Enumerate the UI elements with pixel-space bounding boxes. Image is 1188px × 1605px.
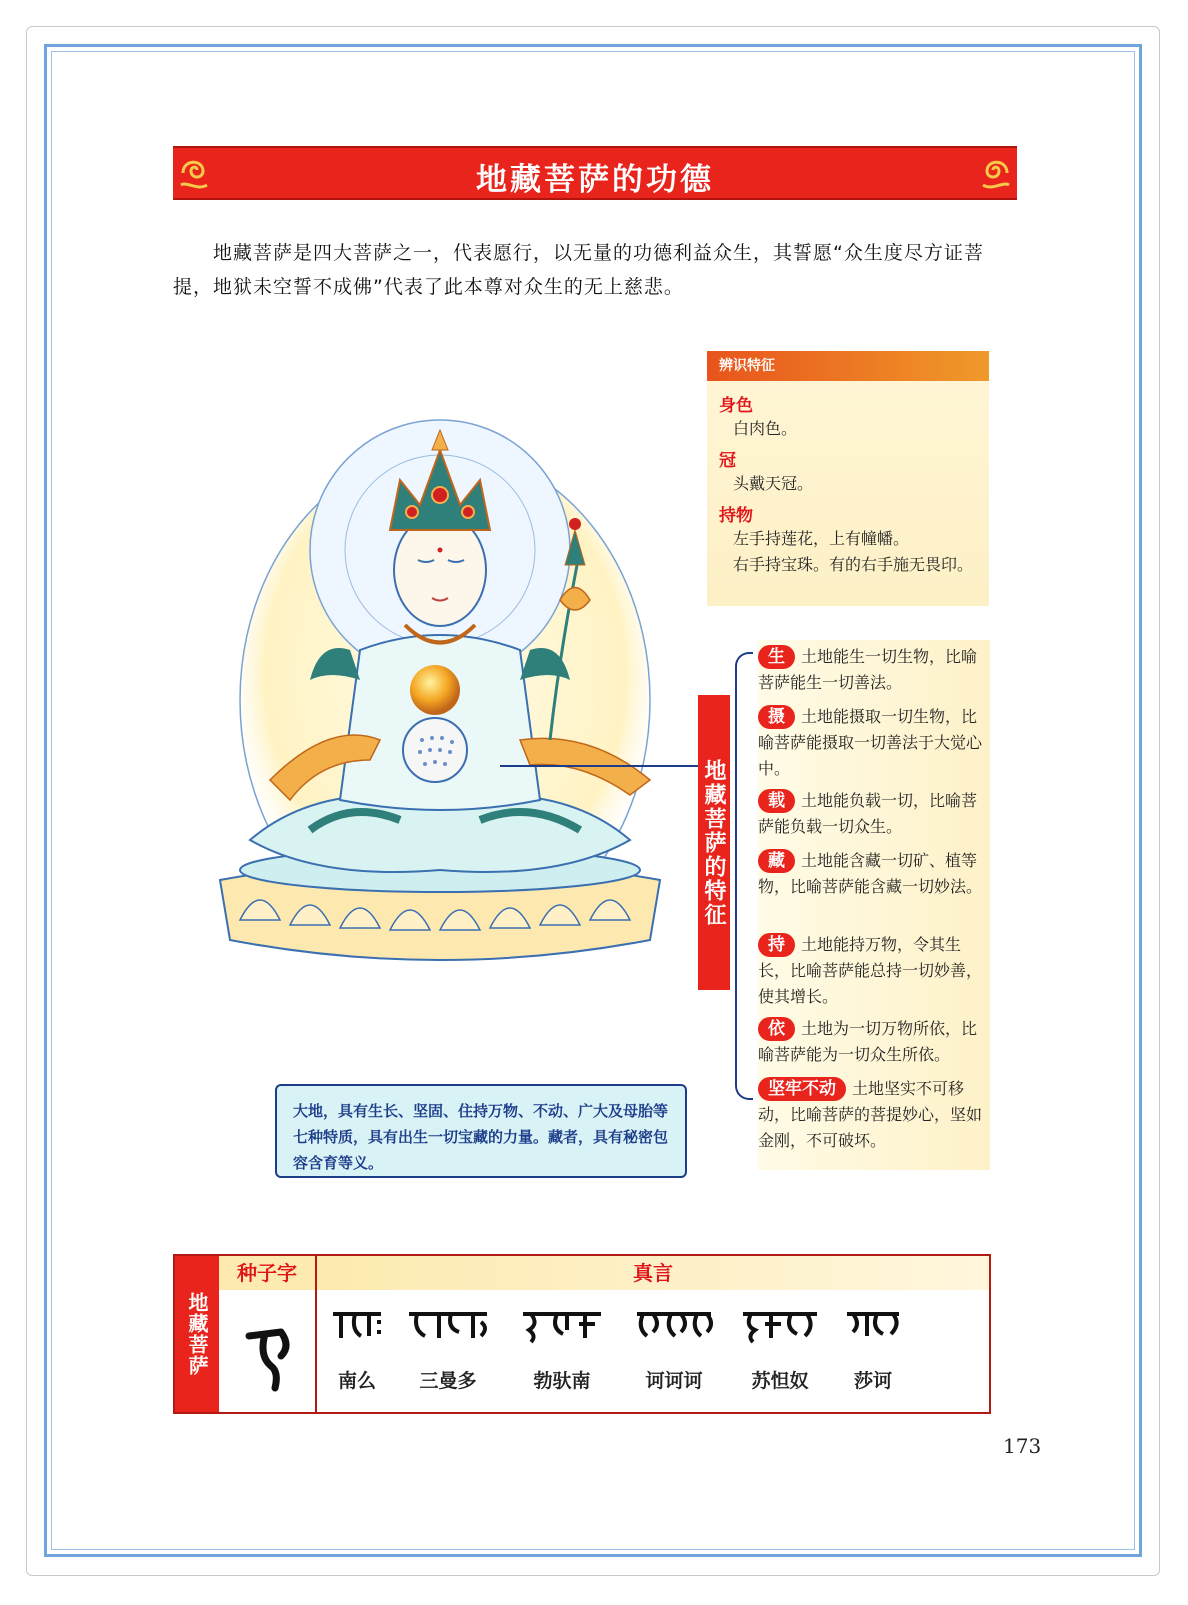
traits-panel [758, 640, 990, 1170]
crown-label: 冠 [719, 451, 736, 471]
siddham-glyph-icon [631, 1306, 717, 1346]
mantra-reading: 三曼多 [419, 1370, 477, 1392]
mantra-reading: 莎诃 [853, 1370, 892, 1392]
siddham-glyph-icon [737, 1306, 823, 1346]
intro-text: 地藏菩萨是四大菩萨之一，代表愿行，以无量的功德利益众生，其誓愿“众生度尽方证菩提，地狱未空誓不成佛”代表了此本尊对众生的无上慈悲。 [173, 242, 984, 298]
trait-text: 土地能持万物，令其生长，比喻菩萨能总持一切妙善，使其增长。 [758, 935, 983, 1006]
trait-text: 土地能生一切生物，比喻菩萨能生一切善法。 [758, 647, 978, 692]
trait-badge: 生 [758, 645, 795, 669]
body-color-label: 身色 [719, 396, 753, 416]
trait-item [758, 788, 990, 840]
seed-syllable-header: 种子字 [219, 1256, 315, 1290]
page-title: 地藏菩萨的功德 [476, 162, 714, 198]
mantra-header: 真言 [317, 1256, 989, 1290]
pointer-line [500, 765, 700, 767]
mantra-syllable [737, 1306, 823, 1393]
mantra-syllable [631, 1306, 717, 1393]
trait-badge: 持 [758, 933, 795, 957]
wish-fulfilling-jewel [410, 665, 460, 715]
trait-item [758, 704, 990, 782]
intro-paragraph [173, 236, 993, 304]
trait-text: 土地坚实不可移动，比喻菩萨的菩提妙心，坚如金刚，不可破坏。 [758, 1079, 983, 1150]
trait-text: 土地能含藏一切矿、植等物，比喻菩萨能含藏一切妙法。 [758, 851, 983, 896]
title-banner [173, 146, 1017, 200]
seed-syllable-glyph-icon [219, 1296, 315, 1406]
trait-badge: 依 [758, 1017, 795, 1041]
mantra-table [173, 1254, 991, 1414]
mantra-reading: 勃驮南 [533, 1370, 591, 1392]
mantra-reading: 南么 [337, 1370, 376, 1392]
trait-badge: 藏 [758, 849, 795, 873]
earth-note-box [275, 1084, 687, 1178]
trait-text: 土地能负载一切，比喻菩萨能负载一切众生。 [758, 791, 978, 836]
holding-text-2: 右手持宝珠。有的右手施无畏印。 [733, 555, 974, 574]
identification-features [707, 351, 989, 606]
characteristics-label: 地藏菩萨的特征 [698, 695, 730, 990]
mantra-reading: 诃诃诃 [645, 1370, 703, 1392]
features-header: 辨识特征 [707, 351, 989, 381]
trait-text: 土地为一切万物所依，比喻菩萨能为一切众生所依。 [758, 1019, 978, 1064]
earth-note-text: 大地，具有生长、坚固、住持万物、不动、广大及母胎等七种特质，具有出生一切宝藏的力量。藏者，具有秘密包容含育等义。 [293, 1102, 669, 1172]
trait-item [758, 848, 990, 900]
holding-text-1: 左手持莲花，上有幢幡。 [733, 529, 910, 548]
trait-badge: 载 [758, 789, 795, 813]
trait-item [758, 1076, 990, 1154]
mantra-syllable [841, 1306, 905, 1393]
siddham-glyph-icon [841, 1306, 905, 1346]
holding-label: 持物 [719, 506, 753, 526]
ksitigarbha-illustration [200, 400, 680, 1000]
page-number: 173 [1003, 1434, 1042, 1458]
mantra-reading: 苏怛奴 [751, 1370, 809, 1392]
body-color-text: 白肉色。 [733, 419, 798, 438]
hand-orb [403, 718, 467, 782]
trait-bracket [735, 652, 753, 1100]
crown-text: 头戴天冠。 [733, 474, 814, 493]
siddham-glyph-icon [517, 1306, 607, 1346]
trait-item [758, 644, 990, 696]
trait-item [758, 932, 990, 1010]
siddham-glyph-icon [403, 1306, 493, 1346]
trait-text: 土地能摄取一切生物，比喻菩萨能摄取一切善法于大觉心中。 [758, 707, 983, 778]
mantra-syllable [403, 1306, 493, 1393]
mantra-side-label: 地藏菩萨 [175, 1256, 219, 1412]
trait-item [758, 1016, 990, 1068]
mantra-syllable [325, 1306, 389, 1393]
siddham-glyph-icon [325, 1306, 389, 1346]
trait-badge: 摄 [758, 705, 795, 729]
cloud-ornament-icon [977, 151, 1013, 195]
mantra-syllable [517, 1306, 607, 1393]
trait-badge: 坚牢不动 [758, 1077, 846, 1101]
